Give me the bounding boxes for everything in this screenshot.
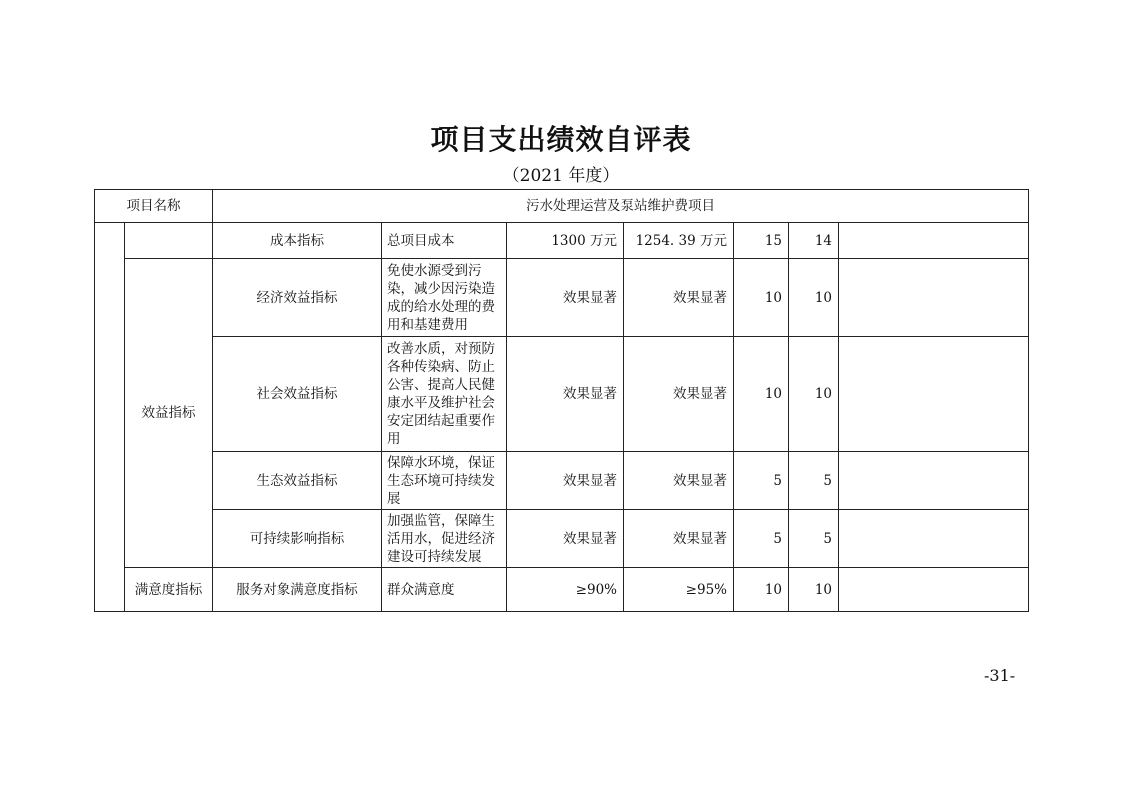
remarks-cell: [839, 337, 1029, 452]
indicator-item: 改善水质，对预防各种传染病、防止公害、提高人民健康水平及维护社会安定团结起重要作用: [382, 337, 507, 452]
remarks-cell: [839, 259, 1029, 337]
remarks-cell: [839, 452, 1029, 510]
table-row: [95, 452, 1029, 510]
score-value: 5: [789, 452, 839, 510]
indicator-name: 服务对象满意度指标: [213, 568, 382, 612]
page-title: 项目支出绩效自评表: [430, 123, 692, 156]
remarks-cell: [839, 568, 1029, 612]
actual-value: 效果显著: [624, 510, 734, 568]
target-value: 效果显著: [507, 259, 624, 337]
score-value: 14: [789, 223, 839, 259]
satisfaction-row: [95, 568, 1029, 612]
actual-value: 效果显著: [624, 337, 734, 452]
target-value: 1300 万元: [507, 223, 624, 259]
project-name-row: [95, 190, 1029, 223]
actual-value: 效果显著: [624, 259, 734, 337]
indicator-name: 成本指标: [213, 223, 382, 259]
project-name-value: 污水处理运营及泵站维护费项目: [213, 190, 1029, 223]
cost-row: [95, 223, 1029, 259]
score-value: 10: [789, 568, 839, 612]
project-name-label: 项目名称: [95, 190, 213, 223]
table-row: [95, 259, 1029, 337]
weight-value: 10: [734, 337, 789, 452]
indicator-item: 总项目成本: [382, 223, 507, 259]
score-value: 5: [789, 510, 839, 568]
page-subtitle: （2021 年度）: [502, 166, 620, 186]
indicator-item: 免使水源受到污染，减少因污染造成的给水处理的费用和基建费用: [382, 259, 507, 337]
target-value: 效果显著: [507, 510, 624, 568]
remarks-cell: [839, 223, 1029, 259]
target-value: ≥90%: [507, 568, 624, 612]
indicator-item: 保障水环境，保证生态环境可持续发展: [382, 452, 507, 510]
cost-category-cell: [125, 223, 213, 259]
target-value: 效果显著: [507, 452, 624, 510]
weight-value: 5: [734, 452, 789, 510]
satisfaction-category: 满意度指标: [125, 568, 213, 612]
indicator-name: 生态效益指标: [213, 452, 382, 510]
indicator-name: 经济效益指标: [213, 259, 382, 337]
indicator-item: 群众满意度: [382, 568, 507, 612]
table-row: [95, 337, 1029, 452]
remarks-cell: [839, 510, 1029, 568]
target-value: 效果显著: [507, 337, 624, 452]
actual-value: ≥95%: [624, 568, 734, 612]
table-row: [95, 510, 1029, 568]
weight-value: 10: [734, 568, 789, 612]
performance-table: [94, 189, 1029, 612]
indicator-side-cell: [95, 223, 125, 612]
weight-value: 10: [734, 259, 789, 337]
score-value: 10: [789, 337, 839, 452]
indicator-name: 社会效益指标: [213, 337, 382, 452]
actual-value: 1254. 39 万元: [624, 223, 734, 259]
weight-value: 15: [734, 223, 789, 259]
indicator-item: 加强监管，保障生活用水，促进经济建设可持续发展: [382, 510, 507, 568]
indicator-name: 可持续影响指标: [213, 510, 382, 568]
score-value: 10: [789, 259, 839, 337]
weight-value: 5: [734, 510, 789, 568]
actual-value: 效果显著: [624, 452, 734, 510]
benefit-category: 效益指标: [125, 259, 213, 568]
page-number: -31-: [984, 666, 1016, 685]
